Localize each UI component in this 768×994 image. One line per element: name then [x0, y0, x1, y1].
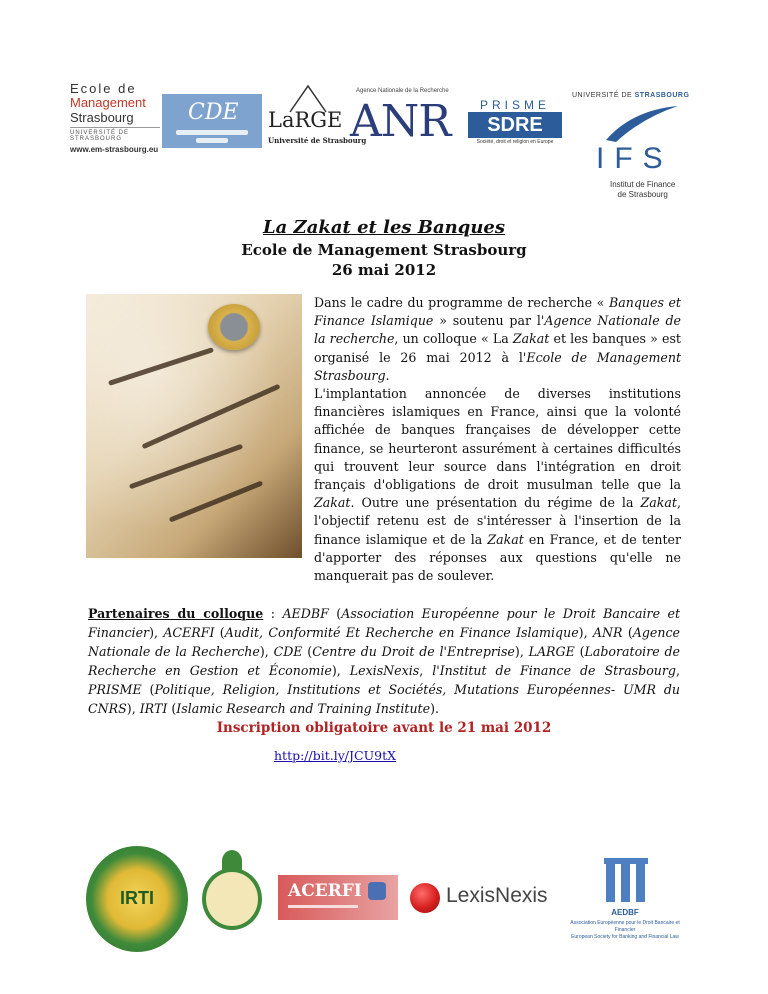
- partner-name: CDE: [273, 644, 303, 659]
- partner-name: ACERFI: [163, 625, 215, 640]
- ifs-logo-sub: [610, 180, 675, 200]
- body-text: . Outre une présentation du régime de la: [350, 495, 641, 511]
- body-text: , un colloque « La: [394, 331, 513, 347]
- registration-link[interactable]: http://bit.ly/JCU9tX: [274, 748, 396, 763]
- body-emphasis: Banques et Finance Islamique: [314, 295, 681, 329]
- acerfi-emblem-icon: [368, 882, 386, 900]
- aedbf-logo: [564, 850, 686, 950]
- partner-full-name: Agence Nationale de la Recherche: [88, 625, 680, 659]
- body-text: et les banques » est organisé le 26 mai 2012 à l': [314, 331, 681, 365]
- body-text: en France, et de tenter d'apporter des réponses aux questions qu'elle ne manquerait pas de soulever.: [314, 531, 681, 584]
- coin-icon: [208, 304, 260, 350]
- cde-logo-band: [196, 138, 228, 143]
- prisme-logo-sub: Société, droit et religion en Europe: [476, 139, 554, 145]
- lexisnexis-logo: [408, 880, 554, 916]
- subtitle-venue: Ecole de Management Strasbourg: [241, 241, 527, 259]
- partners-separator: :: [263, 606, 283, 621]
- partner-list: AEDBF (Association Européenne pour le Droit Bancaire et Financier), ACERFI (Audit, Conformité Et Recherche en Finance Islamique), ANR (Agence Nationale de la Recherche), CDE (Centre du Droit de l'Entreprise), LARGE (Laboratoire de Recherche en Gestion et Économie), LexisNexis, l'Institut de Finance de Strasbourg, PRISME (Politique, Religion, Institutions et Sociétés, Mutations Européennes- UMR du CNRS), IRTI (Islamic Research and Training Institute).: [88, 606, 681, 716]
- partner-name: LexisNexis: [349, 663, 420, 678]
- em-strasbourg-logo: [70, 82, 160, 154]
- em-logo-line2: Management: [70, 95, 146, 110]
- zakat-manuscript-photo: [86, 294, 302, 558]
- anr-logo-caption: Agence Nationale de la Recherche: [356, 88, 449, 94]
- irti-logo: [86, 846, 188, 952]
- ifs-logo-text: IFS: [596, 142, 673, 175]
- body-emphasis: Agence Nationale de la recherche: [314, 313, 681, 347]
- cde-logo: [162, 94, 262, 148]
- acerfi-logo-band: [288, 905, 358, 908]
- body-emphasis: Zakat: [314, 495, 351, 511]
- body-emphasis: Zakat: [487, 531, 524, 547]
- aedbf-desc-fr: Association Européenne pour le Droit Bancaire et Financier: [570, 920, 680, 933]
- partner-full-name: Politique, Religion, Institutions et Sociétés, Mutations Européennes- UMR du CNRS: [88, 682, 680, 716]
- partner-full-name: Islamic Research and Training Institute: [176, 701, 431, 716]
- cde-logo-text: CDE: [188, 100, 239, 125]
- large-logo: [266, 84, 367, 148]
- ifs-swoosh-icon: [602, 104, 682, 144]
- sdre-logo-box: SDRE: [468, 112, 562, 138]
- aedbf-logo-desc: [564, 920, 686, 941]
- ifs-logo-university: [572, 92, 712, 99]
- ifs-sub-line2: de Strasbourg: [617, 190, 668, 199]
- partner-name: AEDBF: [282, 606, 329, 621]
- subtitle-date: 26 mai 2012: [331, 261, 437, 279]
- ifs-sub-line1: Institut de Finance: [610, 180, 676, 189]
- body-emphasis: Zakat: [640, 495, 677, 511]
- partner-full-name: Audit, Conformité Et Recherche en Finance Islamique: [224, 625, 579, 640]
- cde-logo-band: [176, 130, 248, 135]
- aedbf-column-icon: [606, 864, 615, 902]
- lexisnexis-globe-icon: [410, 883, 440, 913]
- ifs-univ-city: STRASBOURG: [634, 92, 690, 99]
- irti-logo-text: IRTI: [120, 888, 154, 908]
- ifs-logo: [572, 92, 712, 210]
- body-text: , l'objectif retenu est de s'intéresser à l'insertion de la finance islamique et de la: [314, 495, 681, 547]
- anr-logo-text: ANR: [350, 96, 451, 147]
- body-emphasis: Ecole de Management Strasbourg: [314, 349, 682, 383]
- aedbf-column-icon: [636, 864, 645, 902]
- document-subtitle: [0, 240, 768, 280]
- body-text: Dans le cadre du programme de recherche «: [314, 295, 609, 310]
- body-text: .: [385, 367, 390, 383]
- partner-full-name: Centre du Droit de l'Entreprise: [312, 644, 515, 659]
- partner-name: IRTI: [139, 701, 168, 716]
- partners-label: Partenaires du colloque: [88, 606, 264, 621]
- intro-paragraph: [314, 294, 681, 585]
- partner-full-name: Laboratoire de Recherche en Gestion et Économie: [88, 644, 680, 678]
- partner-name: l'Institut de Finance de Strasbourg: [432, 663, 676, 678]
- body-emphasis: Zakat: [512, 331, 550, 347]
- prisme-logo-text: PRISME: [479, 98, 550, 112]
- aedbf-desc-en: European Society for Banking and Financial Law: [571, 934, 679, 940]
- large-logo-sub: Université de Strasbourg: [268, 136, 367, 145]
- anr-logo: [348, 88, 466, 148]
- partner-full-name: Association Européenne pour le Droit Bancaire et Financier: [88, 606, 681, 640]
- body-text: L'implantation annoncée de diverses institutions financières islamiques en France, ainsi que la volonté affichée de banques françaises de développer cette finance, se heurteront assurément à certaines difficultés qui trouvent leur source dans l'intégration en droit français d'obligations de droit musulman telle que la: [314, 386, 681, 493]
- em-logo-line3: Strasbourg: [70, 110, 134, 125]
- idb-emblem-icon: [196, 848, 268, 950]
- lexisnexis-logo-text: LexisNexis: [446, 884, 548, 907]
- idb-emblem-circle: [202, 868, 262, 930]
- aedbf-column-icon: [621, 864, 630, 902]
- prisme-sdre-logo: [468, 98, 562, 150]
- document-title: La Zakat et les Banques: [262, 217, 506, 238]
- partner-name: PRISME: [88, 682, 142, 697]
- em-logo-line1: Ecole de: [70, 81, 137, 96]
- partners-paragraph: [88, 604, 680, 718]
- partner-name: ANR: [592, 625, 623, 640]
- em-logo-url: www.em-strasbourg.eu: [70, 145, 159, 154]
- acerfi-logo-text: ACERFI: [288, 881, 362, 901]
- partner-name: LARGE: [528, 644, 575, 659]
- aedbf-logo-text: AEDBF: [611, 908, 639, 917]
- large-logo-text: LaRGE: [268, 108, 343, 132]
- ifs-univ-prefix: UNIVERSITÉ DE: [572, 92, 633, 99]
- body-text: » soutenu par l': [433, 313, 545, 329]
- em-logo-university: UNIVERSITÉ DE STRASBOURG: [70, 127, 160, 142]
- acerfi-logo: [278, 875, 398, 920]
- registration-notice: Inscription obligatoire avant le 21 mai 2012: [216, 720, 552, 736]
